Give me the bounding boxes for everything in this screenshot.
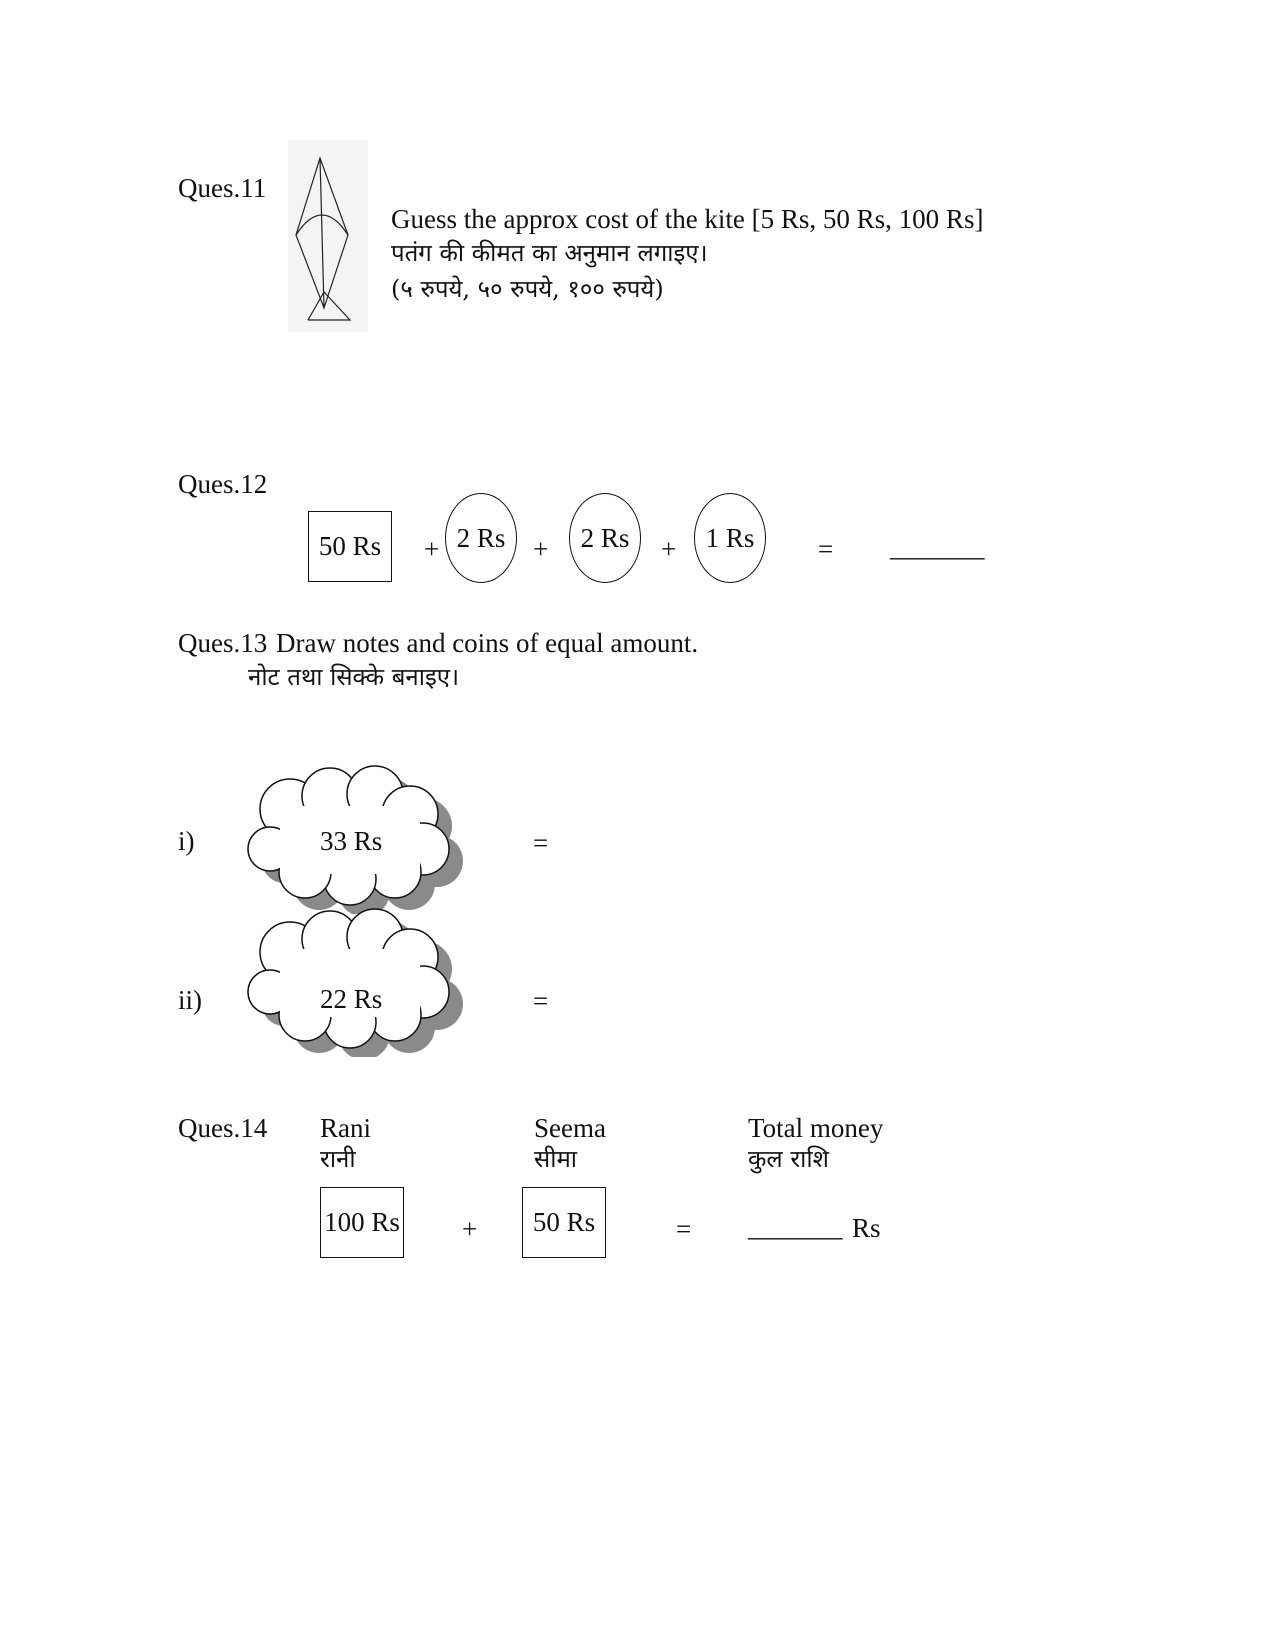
- total-money-en: Total money: [748, 1113, 884, 1143]
- coin-1rs: 1 Rs: [694, 493, 766, 583]
- plus-sign: +: [661, 534, 677, 564]
- q13-question-hi: नोट तथा सिक्के बनाइए।: [248, 663, 460, 691]
- coin-2rs: 2 Rs: [445, 493, 517, 583]
- name-seema-en: Seema: [534, 1113, 606, 1143]
- cloud-amount: 22 Rs: [320, 984, 383, 1014]
- q11-question-hi: पतंग की कीमत का अनुमान लगाइए।: [391, 239, 708, 267]
- equals-sign: =: [676, 1214, 692, 1244]
- q11-options-hi: (५ रुपये, ५० रुपये, १०० रुपये): [391, 275, 664, 303]
- currency-unit: Rs: [852, 1213, 881, 1243]
- item-number: ii): [178, 985, 202, 1015]
- equals-sign: =: [533, 986, 549, 1016]
- kite-image: [288, 140, 368, 332]
- q12-label: Ques.12: [178, 469, 268, 499]
- note-100rs: 100 Rs: [320, 1187, 404, 1258]
- q13-question-en: Draw notes and coins of equal amount.: [276, 628, 699, 658]
- cloud-shape: [245, 907, 470, 1057]
- plus-sign: +: [533, 534, 549, 564]
- answer-blank: _______: [748, 1212, 843, 1242]
- coin-2rs: 2 Rs: [569, 493, 641, 583]
- q11-question-en: Guess the approx cost of the kite [5 Rs, 50 Rs, 100 Rs]: [391, 204, 984, 234]
- total-money-hi: कुल राशि: [748, 1145, 829, 1173]
- name-rani-hi: रानी: [320, 1145, 356, 1173]
- cloud-amount: 33 Rs: [320, 826, 383, 856]
- name-seema-hi: सीमा: [534, 1145, 578, 1173]
- answer-blank: _______: [890, 532, 985, 562]
- q14-label: Ques.14: [178, 1113, 268, 1143]
- note-50rs: 50 Rs: [522, 1187, 606, 1258]
- equals-sign: =: [818, 534, 834, 564]
- note-50rs: 50 Rs: [308, 511, 392, 582]
- equals-sign: =: [533, 828, 549, 858]
- item-number: i): [178, 826, 195, 856]
- plus-sign: +: [424, 534, 440, 564]
- q11-label: Ques.11: [178, 173, 267, 203]
- q13-label: Ques.13: [178, 628, 268, 658]
- plus-sign: +: [462, 1214, 478, 1244]
- name-rani-en: Rani: [320, 1113, 371, 1143]
